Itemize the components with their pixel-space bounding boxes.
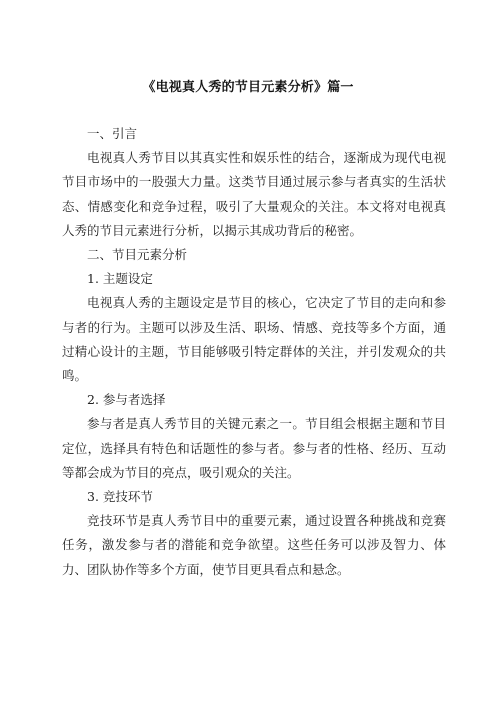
document-body bbox=[62, 122, 446, 582]
paragraph-theme: 电视真人秀的主题设定是节目的核心，它决定了节目的走向和参与者的行为。主题可以涉及生活、职场、情感、竞技等多个方面，通过精心设计的主题，节目能够吸引特定群体的关注，并引发观众的共鸣。 bbox=[62, 295, 446, 384]
subheading-competition: 3. 竞技环节 bbox=[87, 489, 153, 505]
paragraph-intro: 电视真人秀节目以其真实性和娱乐性的结合，逐渐成为现代电视节目市场中的一股强大力量。这类节目通过展示参与者真实的生活状态、情感变化和竞争过程，吸引了大量观众的关注。本文将对电视真人秀的节目元素进行分析，以揭示其成功背后的秘密。 bbox=[62, 150, 446, 238]
subheading-theme: 1. 主题设定 bbox=[87, 271, 153, 287]
section-heading-intro: 一、引言 bbox=[87, 126, 138, 141]
section-heading-elements: 二、节目元素分析 bbox=[87, 247, 188, 263]
paragraph-participants: 参与者是真人秀节目的关键元素之一。节目组会根据主题和节目定位，选择具有特色和话题性的参与者。参与者的性格、经历、互动等都会成为节目的亮点，吸引观众的关注。 bbox=[62, 416, 446, 480]
document-title: 《电视真人秀的节目元素分析》篇一 bbox=[142, 80, 354, 95]
paragraph-competition: 竞技环节是真人秀节目中的重要元素，通过设置各种挑战和竞赛任务，激发参与者的潜能和竞争欲望。这些任务可以涉及智力、体力、团队协作等多个方面，使节目更具看点和悬念。 bbox=[62, 513, 446, 577]
subheading-participants: 2. 参与者选择 bbox=[87, 392, 166, 408]
